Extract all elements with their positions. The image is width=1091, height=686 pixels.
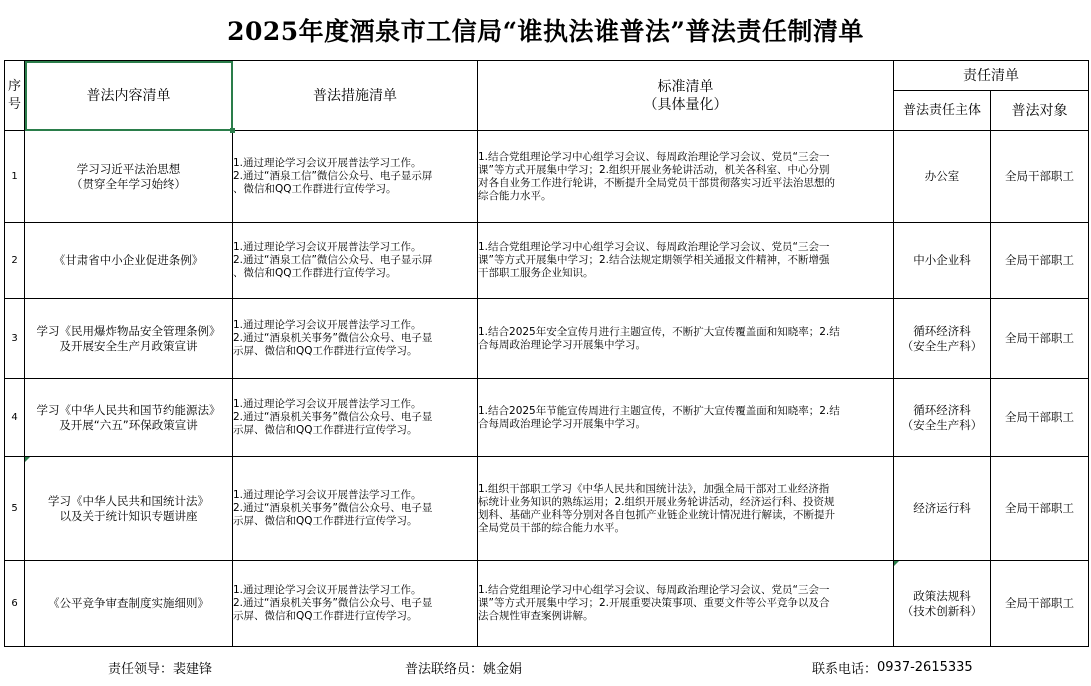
subject-cell[interactable]: 中小企业科 <box>894 223 991 299</box>
standard-cell[interactable]: 1.结合党组理论学习中心组学习会议、每周政治理论学习会议、党员“三会一 课”等方式开展集中学习；2.组织开展业务轮讲活动，机关各科室、中心分别 对各自业务工作进行轮讲，不断提升全局党员干部贯彻落实习近平法治思想的 综合能力水平。 <box>478 131 894 223</box>
fill-handle[interactable] <box>230 128 235 133</box>
header-seq[interactable]: 序 号 <box>5 61 25 131</box>
page-title: 2025年度酒泉市工信局“谁执法谁普法”普法责任制清单 <box>227 17 864 46</box>
table-row <box>5 457 1089 561</box>
table-row <box>5 561 1089 647</box>
content-cell[interactable]: 学习习近平法治思想 （贯穿全年学习始终） <box>25 131 233 223</box>
content-cell[interactable]: 学习《中华人民共和国统计法》 以及关于统计知识专题讲座 <box>25 457 233 561</box>
subject-cell[interactable]: 循环经济科 （安全生产科） <box>894 299 991 379</box>
header-target[interactable]: 普法对象 <box>991 91 1089 131</box>
target-cell[interactable]: 全局干部职工 <box>991 379 1089 457</box>
row-number[interactable]: 4 <box>5 379 25 457</box>
content-cell[interactable]: 《公平竞争审查制度实施细则》 <box>25 561 233 647</box>
responsibility-table <box>4 60 1089 647</box>
measures-cell[interactable]: 1.通过理论学习会议开展普法学习工作。 2.通过“酒泉机关事务”微信公众号、电子显 示屏、微信和QQ工作群进行宣传学习。 <box>233 299 478 379</box>
target-cell[interactable]: 全局干部职工 <box>991 223 1089 299</box>
target-cell[interactable]: 全局干部职工 <box>991 131 1089 223</box>
header-measures[interactable]: 普法措施清单 <box>233 61 478 131</box>
subject-cell[interactable]: 经济运行科 <box>894 457 991 561</box>
row-number[interactable]: 5 <box>5 457 25 561</box>
liaison-name: 姚金娟 <box>483 661 523 677</box>
table-row <box>5 299 1089 379</box>
measures-cell[interactable]: 1.通过理论学习会议开展普法学习工作。 2.通过“酒泉机关事务”微信公众号、电子显 示屏、微信和QQ工作群进行宣传学习。 <box>233 457 478 561</box>
measures-cell[interactable]: 1.通过理论学习会议开展普法学习工作。 2.通过“酒泉机关事务”微信公众号、电子显 示屏、微信和QQ工作群进行宣传学习。 <box>233 379 478 457</box>
header-content[interactable]: 普法内容清单 <box>25 61 233 131</box>
target-cell[interactable]: 全局干部职工 <box>991 561 1089 647</box>
content-cell[interactable]: 学习《民用爆炸物品安全管理条例》 及开展安全生产月政策宣讲 <box>25 299 233 379</box>
measures-cell[interactable]: 1.通过理论学习会议开展普法学习工作。 2.通过“酒泉工信”微信公众号、电子显示屏 、微信和QQ工作群进行宣传学习。 <box>233 223 478 299</box>
measures-cell[interactable]: 1.通过理论学习会议开展普法学习工作。 2.通过“酒泉机关事务”微信公众号、电子显 示屏、微信和QQ工作群进行宣传学习。 <box>233 561 478 647</box>
target-cell[interactable]: 全局干部职工 <box>991 299 1089 379</box>
standard-cell[interactable]: 1.结合党组理论学习中心组学习会议、每周政治理论学习会议、党员“三会一 课”等方式开展集中学习；2.结合法规定期领学相关通报文件精神，不断增强 干部职工服务企业知识。 <box>478 223 894 299</box>
standard-cell[interactable]: 1.结合2025年安全宣传月进行主题宣传，不断扩大宣传覆盖面和知晓率；2.结 合每周政治理论学习开展集中学习。 <box>478 299 894 379</box>
standard-cell[interactable]: 1.结合党组理论学习中心组学习会议、每周政治理论学习会议、党员“三会一 课”等方式开展集中学习；2.开展重要决策事项、重要文件等公平竞争以及合 法合规性审查案例讲解。 <box>478 561 894 647</box>
table-row <box>5 379 1089 457</box>
leader-label: 责任领导： <box>108 661 174 677</box>
footer-liaison <box>405 652 522 682</box>
subject-cell[interactable]: 办公室 <box>894 131 991 223</box>
content-cell[interactable]: 《甘肃省中小企业促进条例》 <box>25 223 233 299</box>
header-subject[interactable]: 普法责任主体 <box>894 91 991 131</box>
measures-cell[interactable]: 1.通过理论学习会议开展普法学习工作。 2.通过“酒泉工信”微信公众号、电子显示屏 、微信和QQ工作群进行宣传学习。 <box>233 131 478 223</box>
table-row <box>5 223 1089 299</box>
liaison-label: 普法联络员： <box>405 661 484 677</box>
target-cell[interactable]: 全局干部职工 <box>991 457 1089 561</box>
content-cell[interactable]: 学习《中华人民共和国节约能源法》 及开展“六五”环保政策宣讲 <box>25 379 233 457</box>
phone-label: 联系电话： <box>812 661 878 677</box>
table-row <box>5 131 1089 223</box>
footer-phone <box>812 652 973 682</box>
row-number[interactable]: 2 <box>5 223 25 299</box>
comment-marker <box>894 561 899 566</box>
subject-cell[interactable]: 政策法规科 （技术创新科） <box>894 561 991 647</box>
row-number[interactable]: 1 <box>5 131 25 223</box>
comment-marker <box>25 457 30 462</box>
leader-name: 裴建锋 <box>173 661 213 677</box>
row-number[interactable]: 6 <box>5 561 25 647</box>
subject-cell[interactable]: 循环经济科 （安全生产科） <box>894 379 991 457</box>
header-standard[interactable]: 标准清单 （具体量化） <box>478 61 894 131</box>
header-responsibility[interactable]: 责任清单 <box>894 61 1089 91</box>
standard-cell[interactable]: 1.组织干部职工学习《中华人民共和国统计法》，加强全局干部对工业经济指 标统计业务知识的熟练运用；2.组织开展业务轮讲活动，经济运行科、投资规 划科、基础产业科等分别对各自包抓产业链企业统计情况进行解读，不断提升 全局党员干部的综合能力水平。 <box>478 457 894 561</box>
standard-cell[interactable]: 1.结合2025年节能宣传周进行主题宣传，不断扩大宣传覆盖面和知晓率；2.结 合每周政治理论学习开展集中学习。 <box>478 379 894 457</box>
footer-leader <box>108 652 212 682</box>
row-number[interactable]: 3 <box>5 299 25 379</box>
phone-number: 0937-2615335 <box>877 659 973 675</box>
